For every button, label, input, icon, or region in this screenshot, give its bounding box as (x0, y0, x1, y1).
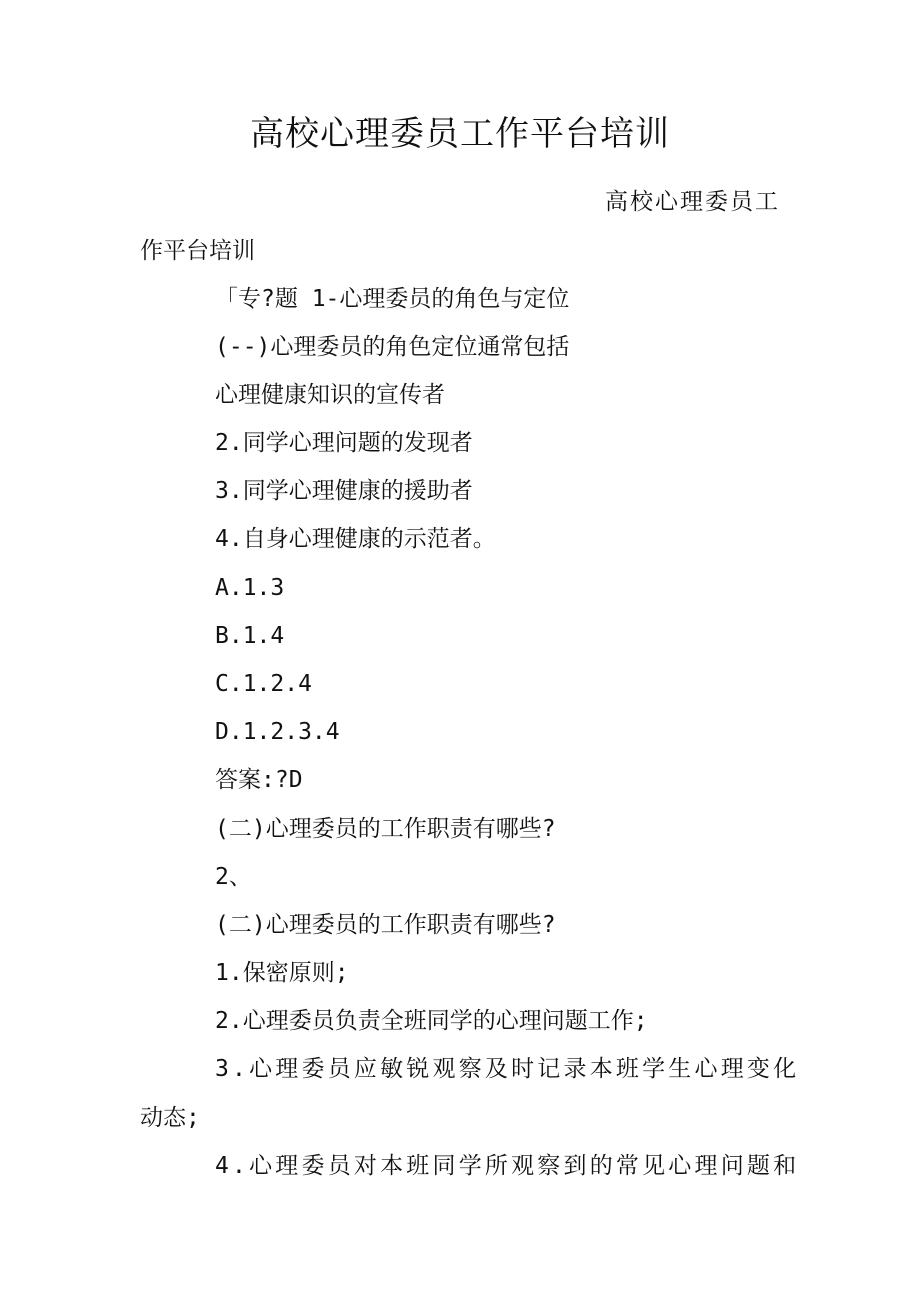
statement-1: 心理健康知识的宣传者 (215, 382, 445, 408)
duty-3: 3.心理委员应敏锐观察及时记录本班学生心理变化 (215, 1056, 800, 1082)
duty-2: 2.心理委员负责全班同学的心理问题工作; (215, 1008, 648, 1034)
duty-1: 1.保密原则; (215, 960, 349, 986)
subtitle-line-2: 作平台培训 (140, 238, 255, 264)
option-a: A.1.3 (215, 575, 285, 601)
duty-4: 4.心理委员对本班同学所观察到的常见心理问题和 (215, 1153, 800, 1179)
option-b: B.1.4 (215, 623, 285, 649)
subtitle-line-1: 高校心理委员工 (605, 189, 780, 215)
question-1: (--)心理委员的角色定位通常包括 (215, 334, 570, 360)
option-c: C.1.2.4 (215, 671, 312, 697)
topic-heading: 「专?题 1-心理委员的角色与定位 (215, 286, 570, 312)
duty-3-continued: 动态; (140, 1105, 200, 1131)
question-2: (二)心理委员的工作职责有哪些? (215, 816, 556, 842)
statement-3: 3.同学心理健康的援助者 (215, 478, 473, 504)
option-d: D.1.2.3.4 (215, 719, 340, 745)
answer-line: 答案:?D (215, 767, 303, 793)
statement-4: 4.自身心理健康的示范者。 (215, 526, 496, 552)
item-number: 2、 (215, 864, 252, 890)
question-2-repeat: (二)心理委员的工作职责有哪些? (215, 912, 556, 938)
document-title: 高校心理委员工作平台培训 (250, 114, 670, 154)
statement-2: 2.同学心理问题的发现者 (215, 430, 473, 456)
